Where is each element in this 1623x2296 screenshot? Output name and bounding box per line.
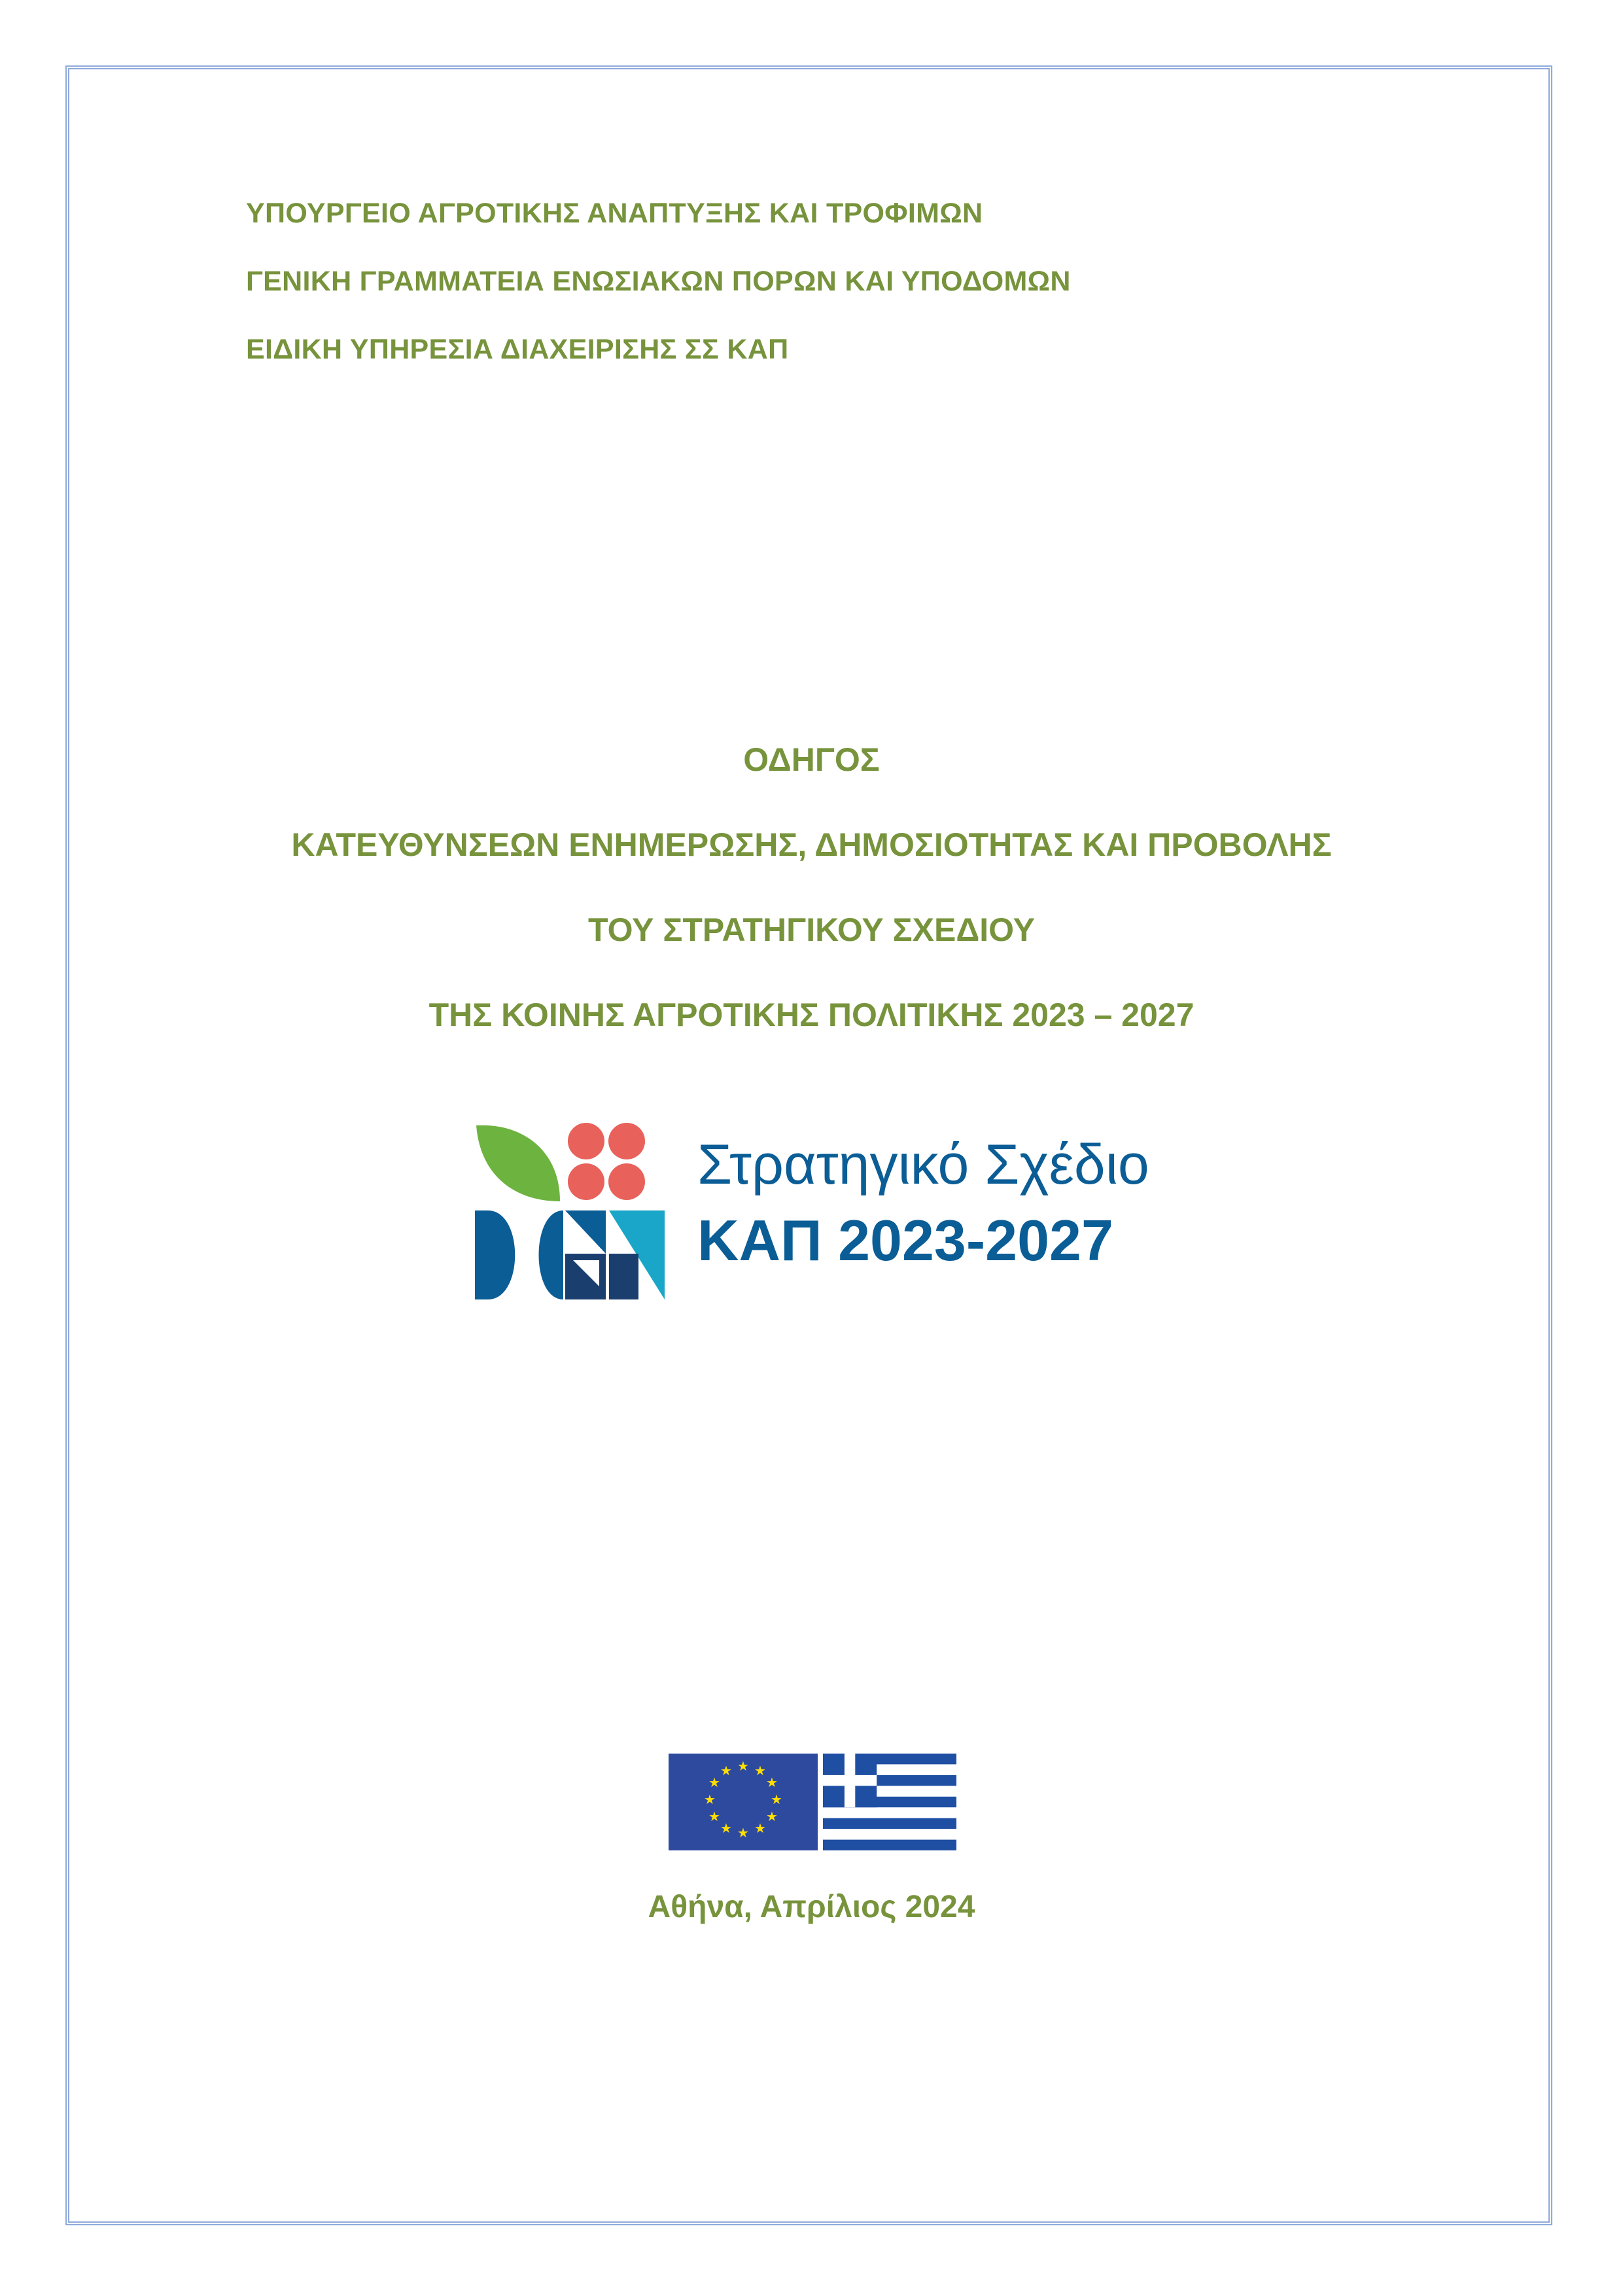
ministry-name: ΥΠΟΥΡΓΕΙΟ ΑΓΡΟΤΙΚΗΣ ΑΝΑΠΤΥΞΗΣ ΚΑΙ ΤΡΟΦΙΜΩΝ: [246, 198, 983, 229]
title-line-3: ΤΟΥ ΣΤΡΑΤΗΓΙΚΟΥ ΣΧΕΔΙΟΥ: [587, 911, 1036, 948]
svg-text:★: ★: [754, 1763, 766, 1778]
strategic-plan-logo: [475, 1123, 1168, 1299]
svg-text:★: ★: [766, 1775, 778, 1790]
svg-text:★: ★: [720, 1763, 732, 1778]
logo-text-strategic-plan: Στρατηγικό Σχέδιο: [697, 1133, 1149, 1196]
date-location: Αθήνα, Απρίλιος 2024: [648, 1890, 975, 1924]
secretariat-name: ΓΕΝΙΚΗ ΓΡΑΜΜΑΤΕΙΑ ΕΝΩΣΙΑΚΩΝ ΠΟΡΩΝ ΚΑΙ ΥΠΟΔΟΜΩΝ: [246, 266, 1071, 297]
eu-flag-icon: [669, 1754, 818, 1850]
svg-text:★: ★: [704, 1792, 716, 1807]
svg-text:★: ★: [737, 1825, 749, 1841]
flags: [669, 1754, 956, 1850]
svg-text:★: ★: [708, 1809, 720, 1824]
logo-text-cap: ΚΑΠ 2023-2027: [697, 1208, 1113, 1273]
service-name: ΕΙΔΙΚΗ ΥΠΗΡΕΣΙΑ ΔΙΑΧΕΙΡΙΣΗΣ ΣΣ ΚΑΠ: [246, 334, 789, 365]
title-line-4: ΤΗΣ ΚΟΙΝΗΣ ΑΓΡΟΤΙΚΗΣ ΠΟΛΙΤΙΚΗΣ 2023 – 2027: [428, 997, 1195, 1033]
svg-text:★: ★: [720, 1820, 732, 1836]
svg-text:★: ★: [754, 1820, 766, 1836]
svg-text:★: ★: [771, 1792, 782, 1807]
header-block: [246, 196, 1071, 400]
svg-text:★: ★: [737, 1758, 749, 1774]
document-title: [0, 739, 1623, 1080]
logo-mark-icon: [475, 1123, 665, 1299]
svg-text:★: ★: [708, 1775, 720, 1790]
title-line-2: ΚΑΤΕΥΘΥΝΣΕΩΝ ΕΝΗΜΕΡΩΣΗΣ, ΔΗΜΟΣΙΟΤΗΤΑΣ ΚΑΙ ΠΡΟΒΟΛΗΣ: [291, 826, 1332, 863]
svg-text:★: ★: [766, 1809, 778, 1824]
greek-flag-icon: [823, 1754, 956, 1850]
title-line-1: ΟΔΗΓΟΣ: [743, 741, 880, 778]
